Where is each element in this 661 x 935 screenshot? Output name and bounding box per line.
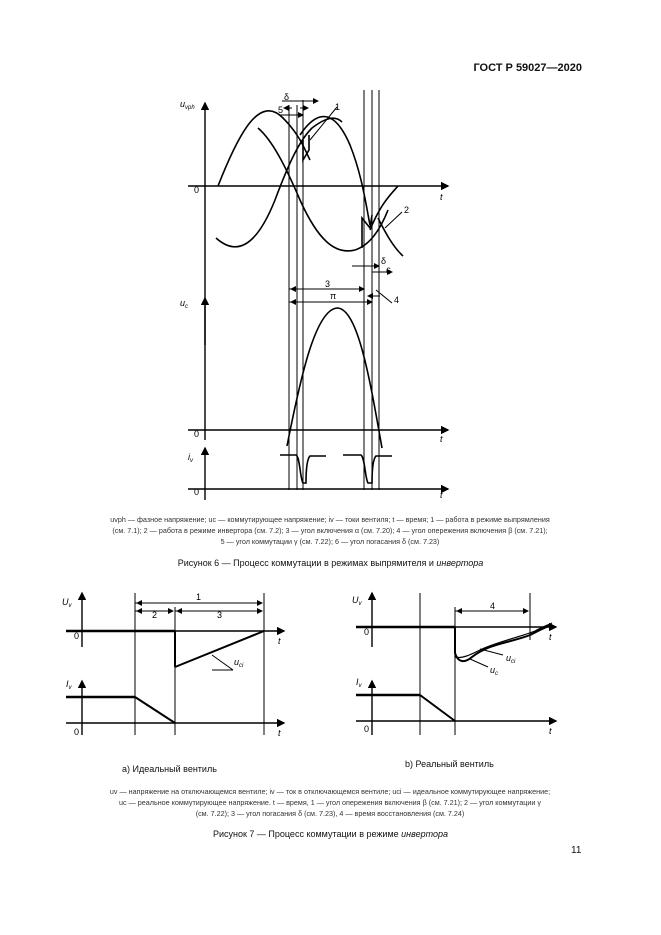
svg-text:Iv: $I_v$	[356, 677, 362, 689]
svg-text:Uv: $U_v$	[62, 597, 72, 609]
svg-text:Iv: $I_v$	[66, 679, 72, 691]
svg-text:4: 4	[490, 601, 496, 611]
fig6-n5: 5	[278, 105, 284, 115]
subcaption-real-valve: b) Реальный вентиль	[405, 759, 494, 769]
svg-text:0: 0	[364, 724, 370, 734]
document-header: ГОСТ Р 59027—2020	[473, 62, 582, 74]
subcaption-ideal-valve: а) Идеальный вентиль	[122, 764, 217, 774]
real-voltage-curve	[455, 625, 552, 661]
real-voltage-curve-ideal	[455, 623, 552, 658]
figure-6-legend-line-2: (см. 7.1); 2 — работа в режиме инвертора (см. 7.2); 3 — угол включения α (см. 7.20); 4 — угол опережения включения β (см. 7.21);	[112, 526, 548, 535]
figure-6-caption: Рисунок 6 — Процесс коммутации в режимах выпрямителя и инвертора	[177, 558, 484, 568]
fig6-pi: π	[330, 291, 337, 301]
svg-text:0: 0	[74, 631, 80, 641]
phase-voltage-curve-4	[370, 186, 398, 230]
phase-voltage-curve-1	[218, 111, 310, 186]
phase-voltage-curve-5	[378, 218, 403, 256]
svg-text:1: 1	[196, 592, 202, 602]
fig6-zero-3: 0	[194, 487, 200, 497]
ideal-current-ramp	[135, 697, 175, 723]
fig6-delta-top: δ	[284, 92, 290, 102]
fig6-n2: 2	[404, 205, 410, 215]
svg-text:t: t	[549, 726, 552, 736]
svg-text:uvph: $u_{vph}$	[180, 99, 195, 111]
phase-voltage-curve-1b	[300, 117, 370, 225]
figure-7-legend-line-2: uc — реальное коммутирующее напряжение. t — время, 1 — угол опережения включения β (см. 7.21); 2 — угол коммутации γ	[119, 798, 541, 807]
svg-text:0: 0	[74, 727, 80, 737]
fig6-zero-1: 0	[194, 185, 200, 195]
ideal-ramp	[175, 631, 264, 667]
fig6-t-2: t	[440, 434, 443, 444]
valve-current-2	[343, 455, 392, 483]
commutating-voltage-curve	[287, 308, 382, 448]
figure-7-diagram	[0, 585, 661, 755]
svg-text:t: t	[278, 636, 281, 646]
figure-6-legend-line-1: uvph — фазное напряжение; uc — коммутирующее напряжение; iv — токи вентиля; t — время; 1 — работа в режиме выпрямления	[110, 515, 550, 524]
fig6-n3: 3	[325, 279, 331, 289]
svg-text:Uv: $U_v$	[352, 595, 362, 607]
figure-7-legend	[40, 786, 620, 819]
svg-text:3: 3	[217, 610, 223, 620]
svg-text:iv: $i_v$	[188, 452, 193, 464]
page-number: 11	[571, 845, 582, 856]
phase-voltage-curve-3	[258, 128, 388, 251]
fig6-t-3: t	[440, 490, 443, 500]
fig6-n6: 6	[386, 266, 392, 276]
figure-6-legend	[40, 514, 620, 547]
svg-text:t: t	[549, 632, 552, 642]
fig6-delta-bottom: δ	[381, 256, 387, 266]
svg-text:t: t	[278, 728, 281, 738]
figure-6-legend-line-3: 5 — угол коммутации γ (см. 7.22); 6 — угол погасания δ (см. 7.23)	[220, 537, 440, 546]
svg-text:uc: $u_c$	[490, 665, 499, 677]
fig6-t-1: t	[440, 192, 443, 202]
svg-text:uci: $u_{ci}$	[234, 657, 244, 669]
figure-7-legend-line-3: (см. 7.22); 3 — угол погасания δ (см. 7.23), 4 — время восстановления (см. 7.24)	[195, 809, 465, 818]
svg-text:uc: $u_c$	[180, 298, 189, 310]
fig6-n4: 4	[394, 295, 400, 305]
phase-voltage-curve-2	[216, 118, 342, 247]
fig6-n1: 1	[335, 102, 341, 112]
svg-text:uci: $u_{ci}$	[506, 653, 516, 665]
figure-7-caption: Рисунок 7 — Процесс коммутации в режиме инвертора	[212, 829, 449, 839]
figure-7-legend-line-1: uv — напряжение на отключающемся вентиле; iv — ток в отключающемся вентиле; uci — идеальное коммутирующее напряжение;	[109, 787, 551, 796]
fig6-zero-2: 0	[194, 429, 200, 439]
svg-text:0: 0	[364, 627, 370, 637]
svg-text:2: 2	[152, 610, 158, 620]
real-current-ramp	[420, 695, 455, 721]
